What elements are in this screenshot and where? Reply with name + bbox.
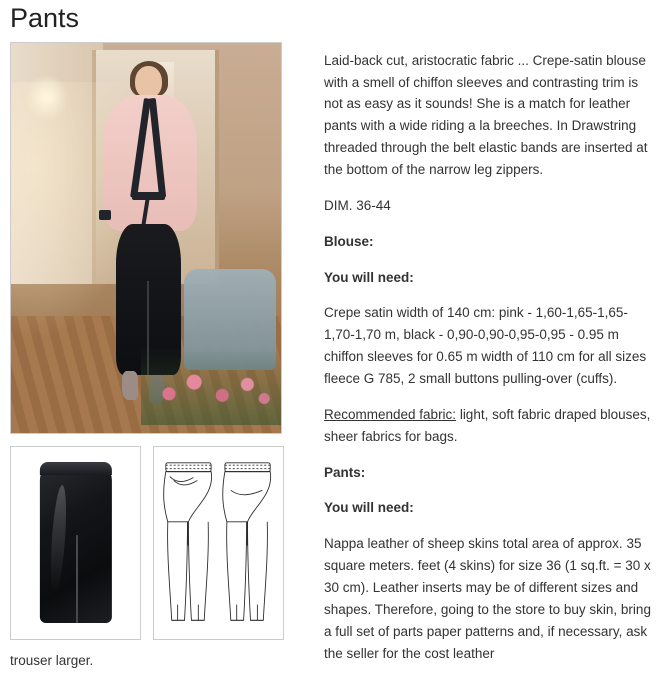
recommended-fabric-label: Recommended fabric: [324,406,457,422]
image-column [8,42,308,668]
cuff-left [99,210,111,221]
heading-blouse: Blouse: [324,233,374,249]
heading-pants: Pants: [324,464,366,480]
pants-inseam [76,535,78,623]
black-leather-pants-photo [10,446,141,640]
paragraph-recommended-fabric [324,404,653,448]
technical-drawing-svg [154,447,283,638]
content-columns [8,42,653,679]
thumbnail-row [10,446,308,640]
pants-waistband [39,462,111,475]
page-title: Pants [10,3,80,33]
pants-technical-drawing-front-and-back [153,446,284,640]
model-wearing-pink-blouse-and-leather-pants [10,42,282,434]
recommended-fabric-text: light, soft fabric draped blouses, sheer fabrics for bags. [324,406,651,444]
paragraph-blouse-materials: Crepe satin width of 140 cm: pink - 1,60-1,65-1,65-1,70-1,70 m, black - 0,90-0,90-0,95-0,95 - 0.95 m chiffon sleeves for 0.65 m width of 110 cm for all sizes fleece G 785, 2 small buttons pulling-over (cuffs). [324,305,647,386]
heading-blouse-you-will-need: You will need: [324,269,414,285]
heading-pants-you-will-need: You will need: [324,500,414,516]
document-page [0,4,661,691]
image-caption: trouser larger. [10,652,94,668]
shoe-left [122,371,138,400]
paragraph-pants-materials: Nappa leather of sheep skins total area of approx. 35 square meters. feet (4 skins) for size 36 (1 sq.ft. = 30 x 30 cm). Leather inserts may be of different sizes and shapes. Therefore, going to the store to buy skin, bring a full set of parts paper patterns and, if necessary, ask the seller for the cost leather [324,536,651,661]
article-column [308,42,653,679]
paragraph-intro: Laid-back cut, aristocratic fabric ... Crepe-satin blouse with a smell of chiffon sleeves and contrasting trim is not as easy as it sounds! She is a match for leather pants with a wide riding a la breeches. In Drawstring threaded through the belt elastic bands are inserted at the bottom of the narrow leg zippers. [324,52,648,177]
flower-arrangement [141,347,281,425]
paragraph-dimensions: DIM. 36-44 [324,197,391,213]
head [135,66,162,98]
